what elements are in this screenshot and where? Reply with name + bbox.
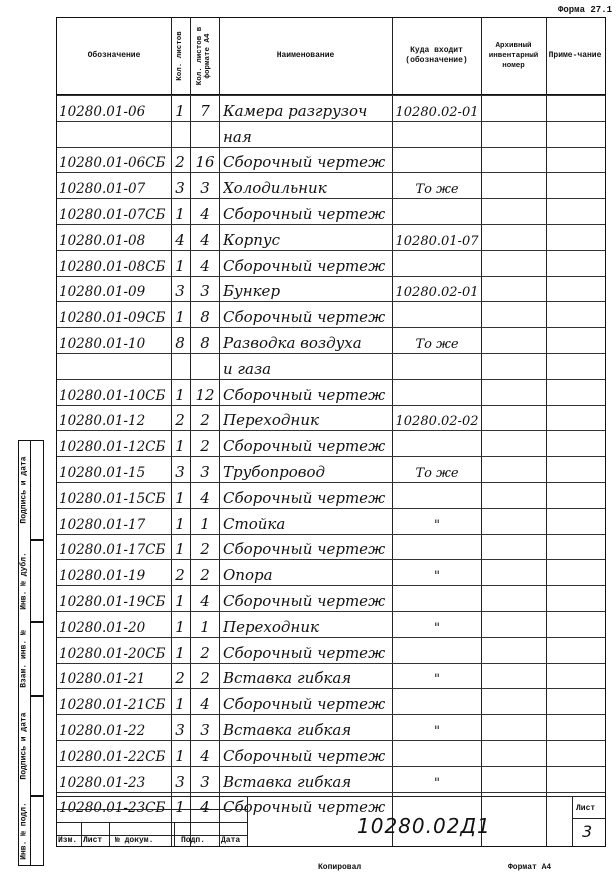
- header-used-in: Куда входит (обозначение): [405, 46, 468, 65]
- table-row: [57, 508, 605, 535]
- row-sheets-a4: 12: [195, 385, 215, 404]
- row-sheets-a4: 2: [200, 669, 210, 688]
- table-row: [57, 198, 605, 225]
- row-name: Сборочный чертеж: [223, 256, 386, 275]
- row-used-in: [395, 199, 479, 225]
- row-used-in: [395, 741, 479, 767]
- row-designation: 10280.01-07: [59, 181, 146, 198]
- row-sheets-a4: 4: [200, 230, 210, 249]
- row-sheets-a4: 4: [200, 488, 210, 507]
- table-row: [57, 172, 605, 199]
- row-name: Холодильник: [223, 179, 327, 198]
- row-used-in: [395, 251, 479, 277]
- row-name: Сборочный чертеж: [223, 153, 386, 172]
- row-used-in: [395, 535, 479, 561]
- row-sheets-a4: 4: [200, 256, 210, 275]
- table-row: [57, 663, 605, 690]
- row-sheets-count: 1: [175, 385, 185, 404]
- stamp-sign: Подп.: [181, 836, 206, 845]
- table-row: [57, 250, 605, 277]
- row-used-in: ": [434, 723, 440, 739]
- row-name: ная: [223, 127, 252, 146]
- row-used-in: [395, 483, 479, 509]
- row-designation: 10280.01-21СБ: [59, 697, 166, 714]
- row-designation: 10280.01-12СБ: [59, 439, 166, 456]
- side-label-inv-podl: Инв. № подл.: [19, 802, 29, 860]
- row-sheets-a4: 2: [200, 540, 210, 559]
- side-label-vzam-inv: Взам. инв. №: [19, 630, 29, 688]
- row-sheets-count: 1: [175, 514, 185, 533]
- header-designation: Обозначение: [87, 51, 141, 60]
- row-sheets-a4: 2: [200, 437, 210, 456]
- row-designation: 10280.01-19СБ: [59, 593, 166, 610]
- side-label-inv-dubl: Инв. № дубл.: [19, 552, 29, 610]
- row-sheets-a4: 4: [200, 798, 210, 817]
- row-designation: 10280.01-09СБ: [59, 310, 166, 327]
- stamp-izm: Изм.: [58, 836, 78, 845]
- row-name: Бункер: [223, 282, 281, 301]
- row-sheets-count: 1: [175, 540, 185, 559]
- table-row: [57, 95, 605, 122]
- row-used-in: ": [434, 517, 440, 533]
- row-sheets-a4: 1: [200, 617, 210, 636]
- row-sheets-a4: 3: [200, 720, 210, 739]
- row-sheets-a4: 1: [200, 514, 210, 533]
- row-sheets-a4: 3: [200, 179, 210, 198]
- row-designation: 10280.01-19: [59, 568, 146, 585]
- row-sheets-count: 1: [175, 308, 185, 327]
- row-name: Переходник: [223, 617, 319, 636]
- row-sheets-count: 1: [175, 695, 185, 714]
- row-sheets-count: 1: [175, 204, 185, 223]
- row-sheets-count: 3: [175, 179, 185, 198]
- table-row: [57, 430, 605, 457]
- row-sheets-a4: 2: [200, 411, 210, 430]
- row-name: Сборочный чертеж: [223, 488, 386, 507]
- row-sheets-count: 3: [175, 720, 185, 739]
- row-used-in: ": [434, 672, 440, 688]
- row-sheets-a4: 4: [200, 591, 210, 610]
- row-name: Вставка гибкая: [223, 669, 352, 688]
- row-designation: 10280.01-23: [59, 774, 146, 791]
- header-sheets-count: Кол. листов: [176, 31, 184, 81]
- table-row: [57, 585, 605, 612]
- side-label-sign-date-top: Подпись и дата: [19, 456, 29, 524]
- row-used-in: [395, 354, 479, 380]
- row-used-in: [395, 431, 479, 457]
- row-designation: 10280.01-20: [59, 619, 146, 636]
- row-sheets-a4: 4: [200, 204, 210, 223]
- row-sheets-count: [173, 122, 187, 148]
- row-designation: 10280.01-08: [59, 232, 146, 249]
- row-designation: 10280.01-21: [59, 671, 146, 688]
- row-designation: 10280.01-12: [59, 413, 146, 430]
- form-label: Форма 27.1: [557, 5, 612, 15]
- row-name: Сборочный чертеж: [223, 204, 386, 223]
- row-used-in: [395, 302, 479, 328]
- row-name: Вставка гибкая: [223, 772, 352, 791]
- row-name: и газа: [223, 359, 272, 378]
- row-used-in: ": [434, 775, 440, 791]
- row-designation: [59, 122, 171, 148]
- table-row: [57, 714, 605, 741]
- row-sheets-count: 2: [175, 566, 185, 585]
- row-sheets-count: 1: [175, 746, 185, 765]
- row-designation: 10280.01-07СБ: [59, 206, 166, 223]
- row-sheets-a4: 4: [200, 695, 210, 714]
- row-sheets-count: 1: [175, 437, 185, 456]
- row-sheets-count: 2: [175, 669, 185, 688]
- table-row: [57, 327, 605, 354]
- row-sheets-a4: 4: [200, 746, 210, 765]
- row-designation: 10280.01-22: [59, 722, 146, 739]
- header-name: Наименование: [276, 51, 335, 60]
- row-designation: 10280.01-08СБ: [59, 258, 166, 275]
- row-sheets-a4: 8: [200, 308, 210, 327]
- row-sheets-count: 8: [175, 333, 185, 352]
- table-row: [57, 276, 605, 303]
- row-sheets-count: 3: [175, 462, 185, 481]
- row-used-in: [395, 122, 479, 148]
- row-sheets-count: 1: [175, 591, 185, 610]
- table-row: [57, 766, 605, 793]
- table-row: [57, 224, 605, 251]
- table-row: [57, 740, 605, 767]
- row-sheets-count: 1: [175, 101, 185, 120]
- row-designation: 10280.01-20СБ: [59, 645, 166, 662]
- row-name: Сборочный чертеж: [223, 540, 386, 559]
- table-row: [57, 147, 605, 174]
- row-sheets-count: 1: [175, 643, 185, 662]
- row-sheets-a4: 3: [200, 282, 210, 301]
- row-name: Камера разгрузоч: [223, 101, 368, 120]
- row-sheets-count: 4: [175, 230, 185, 249]
- header-sheets-a4: Кол. листов в формате А4: [196, 26, 212, 86]
- row-sheets-count: 3: [175, 282, 185, 301]
- table-row: [57, 611, 605, 638]
- row-used-in: [395, 689, 479, 715]
- row-used-in: ": [434, 569, 440, 585]
- table-row: [57, 121, 605, 148]
- row-sheets-count: 1: [175, 798, 185, 817]
- footer-format: Формат А4: [508, 863, 552, 872]
- table-row: [57, 353, 605, 380]
- row-sheets-a4: 8: [200, 333, 210, 352]
- row-used-in: [395, 586, 479, 612]
- row-sheets-count: 1: [175, 256, 185, 275]
- row-name: Трубопровод: [223, 462, 326, 481]
- row-used-in: 10280.01-07: [395, 233, 479, 249]
- row-name: Сборочный чертеж: [223, 746, 386, 765]
- row-name: Корпус: [223, 230, 281, 249]
- row-designation: 10280.01-15СБ: [59, 490, 166, 507]
- header-note: Приме-чание: [548, 51, 602, 60]
- table-row: [57, 301, 605, 328]
- row-designation: [59, 354, 171, 380]
- row-sheets-a4: 3: [200, 772, 210, 791]
- row-designation: 10280.01-10: [59, 335, 146, 352]
- row-sheets-count: 2: [175, 153, 185, 172]
- row-sheets-count: 1: [175, 617, 185, 636]
- row-used-in: 10280.02-01: [395, 104, 479, 120]
- table-row: [57, 559, 605, 586]
- row-name: Переходник: [223, 411, 319, 430]
- row-used-in: 10280.02-01: [395, 285, 479, 301]
- row-sheets-a4: 2: [200, 643, 210, 662]
- row-used-in: [395, 148, 479, 174]
- table-row: [57, 688, 605, 715]
- table-row: [57, 637, 605, 664]
- row-sheets-a4: 16: [195, 153, 215, 172]
- row-name: Сборочный чертеж: [223, 308, 386, 327]
- row-used-in: ": [434, 620, 440, 636]
- row-sheets-a4: 7: [200, 101, 210, 120]
- row-sheets-a4: [192, 354, 218, 380]
- table-row: [57, 534, 605, 561]
- row-name: Сборочный чертеж: [223, 695, 386, 714]
- row-name: Сборочный чертеж: [223, 591, 386, 610]
- row-designation: 10280.01-10СБ: [59, 387, 166, 404]
- row-name: Сборочный чертеж: [223, 385, 386, 404]
- row-used-in: То же: [415, 182, 459, 198]
- sheet-label: Лист: [576, 804, 596, 813]
- stamp-list: Лист: [83, 836, 103, 845]
- row-sheets-count: 3: [175, 772, 185, 791]
- row-sheets-a4: 3: [200, 462, 210, 481]
- row-name: Сборочный чертеж: [223, 643, 386, 662]
- row-name: Вставка гибкая: [223, 720, 352, 739]
- row-name: Разводка воздуха: [223, 333, 362, 352]
- table-row: [57, 482, 605, 509]
- table-row: [57, 405, 605, 432]
- row-name: Стойка: [223, 514, 286, 533]
- table-row: [57, 456, 605, 483]
- row-designation: 10280.01-06: [59, 103, 146, 120]
- row-name: Сборочный чертеж: [223, 437, 386, 456]
- stamp-date: Дата: [221, 836, 241, 845]
- sheet-number: 3: [582, 822, 594, 841]
- row-sheets-count: 1: [175, 488, 185, 507]
- row-used-in: 10280.02-02: [395, 414, 479, 430]
- row-sheets-a4: [192, 122, 218, 148]
- row-sheets-count: 2: [175, 411, 185, 430]
- row-designation: 10280.01-06СБ: [59, 155, 166, 172]
- row-used-in: [395, 380, 479, 406]
- row-used-in: То же: [415, 465, 459, 481]
- row-designation: 10280.01-09: [59, 284, 146, 301]
- row-designation: 10280.01-15: [59, 464, 146, 481]
- row-used-in: [395, 638, 479, 664]
- row-designation: 10280.01-23СБ: [59, 800, 166, 817]
- stamp-doc-no: № докум.: [115, 836, 154, 845]
- document-number: 10280.02Д1: [357, 814, 491, 838]
- row-sheets-a4: 2: [200, 566, 210, 585]
- footer-copied: Копировал: [318, 863, 362, 872]
- row-sheets-count: [173, 354, 187, 380]
- row-used-in: То же: [415, 336, 459, 352]
- header-archive-no: Архивный инвентарный номер: [488, 42, 539, 70]
- row-designation: 10280.01-22СБ: [59, 748, 166, 765]
- row-name: Опора: [223, 566, 273, 585]
- row-designation: 10280.01-17: [59, 516, 146, 533]
- row-name: Сборочный чертеж: [223, 798, 386, 817]
- row-designation: 10280.01-17СБ: [59, 542, 166, 559]
- table-row: [57, 379, 605, 406]
- side-label-sign-date-bottom: Подпись и дата: [19, 712, 29, 780]
- table-frame: [56, 17, 606, 847]
